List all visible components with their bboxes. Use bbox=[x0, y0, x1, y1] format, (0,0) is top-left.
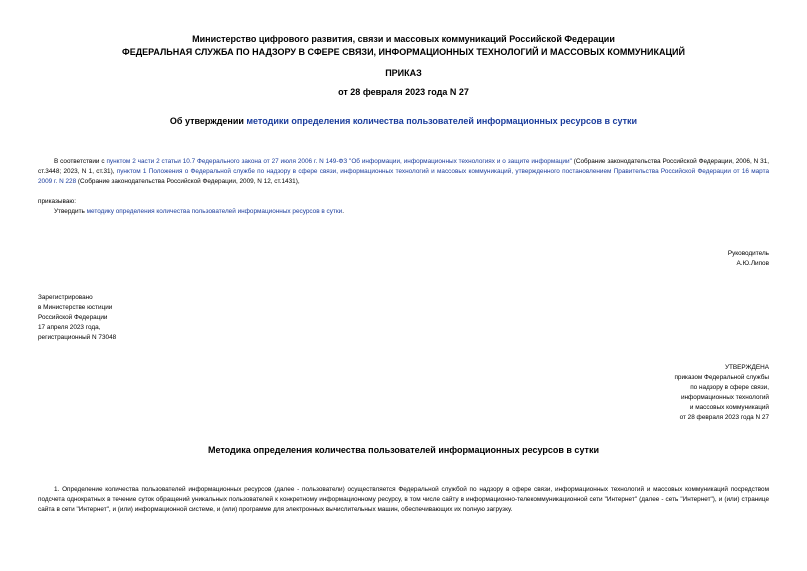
registration-line: в Министерстве юстиции bbox=[38, 304, 113, 311]
ministry-name: Министерство цифрового развития, связи и массовых коммуникаций Российской Федерации bbox=[192, 34, 615, 44]
methodology-title: Методика определения количества пользователей информационных ресурсов в сутки bbox=[208, 445, 599, 455]
approval-stamp bbox=[674, 363, 769, 423]
approval-line: и массовых коммуникаций bbox=[689, 404, 769, 411]
preamble-text-2: (Собрание законодательства Российской Федерации, 2006, N 31, ст.3448; 2023, N 1, ст.31), bbox=[38, 158, 769, 175]
signer-block bbox=[728, 249, 769, 269]
document-date-number: от 28 февраля 2023 года N 27 bbox=[338, 87, 469, 97]
document-subject bbox=[0, 116, 807, 126]
signer-position: Руководитель bbox=[727, 250, 769, 257]
service-name: ФЕДЕРАЛЬНАЯ СЛУЖБА ПО НАДЗОРУ В СФЕРЕ СВЯЗИ, ИНФОРМАЦИОННЫХ ТЕХНОЛОГИЙ И МАССОВЫХ КОММУНИКАЦИЙ bbox=[122, 47, 685, 57]
law-link[interactable]: пунктом 2 части 2 статьи 10.7 Федерального закона от 27 июля 2006 г. N 149-ФЗ "Об информации, информационных технологиях и о защите информации" bbox=[106, 158, 572, 165]
registration-line: регистрационный N 73048 bbox=[38, 334, 117, 341]
regulation-link[interactable]: пунктом 1 Положения о Федеральной службе по надзору в сфере связи, информационных технологий и массовых коммуникаций, утвержденного постановлением Правительства Российской Федерации от 16 марта 2009 г. N 228 bbox=[38, 168, 769, 185]
approve-prefix: Утвердить bbox=[54, 208, 87, 215]
subject-link[interactable]: методики определения количества пользователей информационных ресурсов в сутки bbox=[246, 116, 638, 126]
approval-line: информационных технологий bbox=[680, 394, 769, 401]
document-type: ПРИКАЗ bbox=[385, 68, 422, 78]
subject-prefix: Об утверждении bbox=[169, 116, 247, 126]
registration-block bbox=[38, 293, 116, 343]
approve-line bbox=[54, 208, 344, 215]
registration-line: Зарегистрировано bbox=[38, 294, 93, 301]
order-word: приказываю: bbox=[38, 198, 76, 205]
approval-line: от 28 февраля 2023 года N 27 bbox=[679, 414, 769, 421]
approval-title: УТВЕРЖДЕНА bbox=[724, 364, 769, 371]
approval-line: по надзору в сфере связи, bbox=[690, 384, 769, 391]
approve-suffix: . bbox=[342, 208, 344, 215]
methodology-paragraph-1: 1. Определение количества пользователей информационных ресурсов (далее - пользователи) осуществляется Федеральной службой по надзору в сфере связи, информационных технологий и массовых коммуникаций посредством подсчета однократных в течение суток обращений уникальных пользователей к конкретному информационному ресурсу, в том числе сайту в информационно-телекоммуникационной сети "Интернет" (далее - сеть "Интернет"), и (или) странице сайта в сети "Интернет", и (или) информационной системе, и (или) программе для электронных вычислительных машин, обеспечивающих их полную загрузку. bbox=[38, 486, 769, 513]
preamble-text-3: (Собрание законодательства Российской Федерации, 2009, N 12, ст.1431), bbox=[76, 178, 300, 185]
methodology-link[interactable]: методику определения количества пользователей информационных ресурсов в сутки bbox=[86, 208, 343, 215]
preamble-text-1: В соответствии с bbox=[54, 158, 107, 165]
registration-line: Российской Федерации bbox=[38, 314, 108, 321]
approval-line: приказом Федеральной службы bbox=[674, 374, 769, 381]
preamble-paragraph bbox=[38, 157, 769, 187]
signer-name: А.Ю.Липов bbox=[736, 260, 769, 267]
registration-line: 17 апреля 2023 года, bbox=[38, 324, 101, 331]
